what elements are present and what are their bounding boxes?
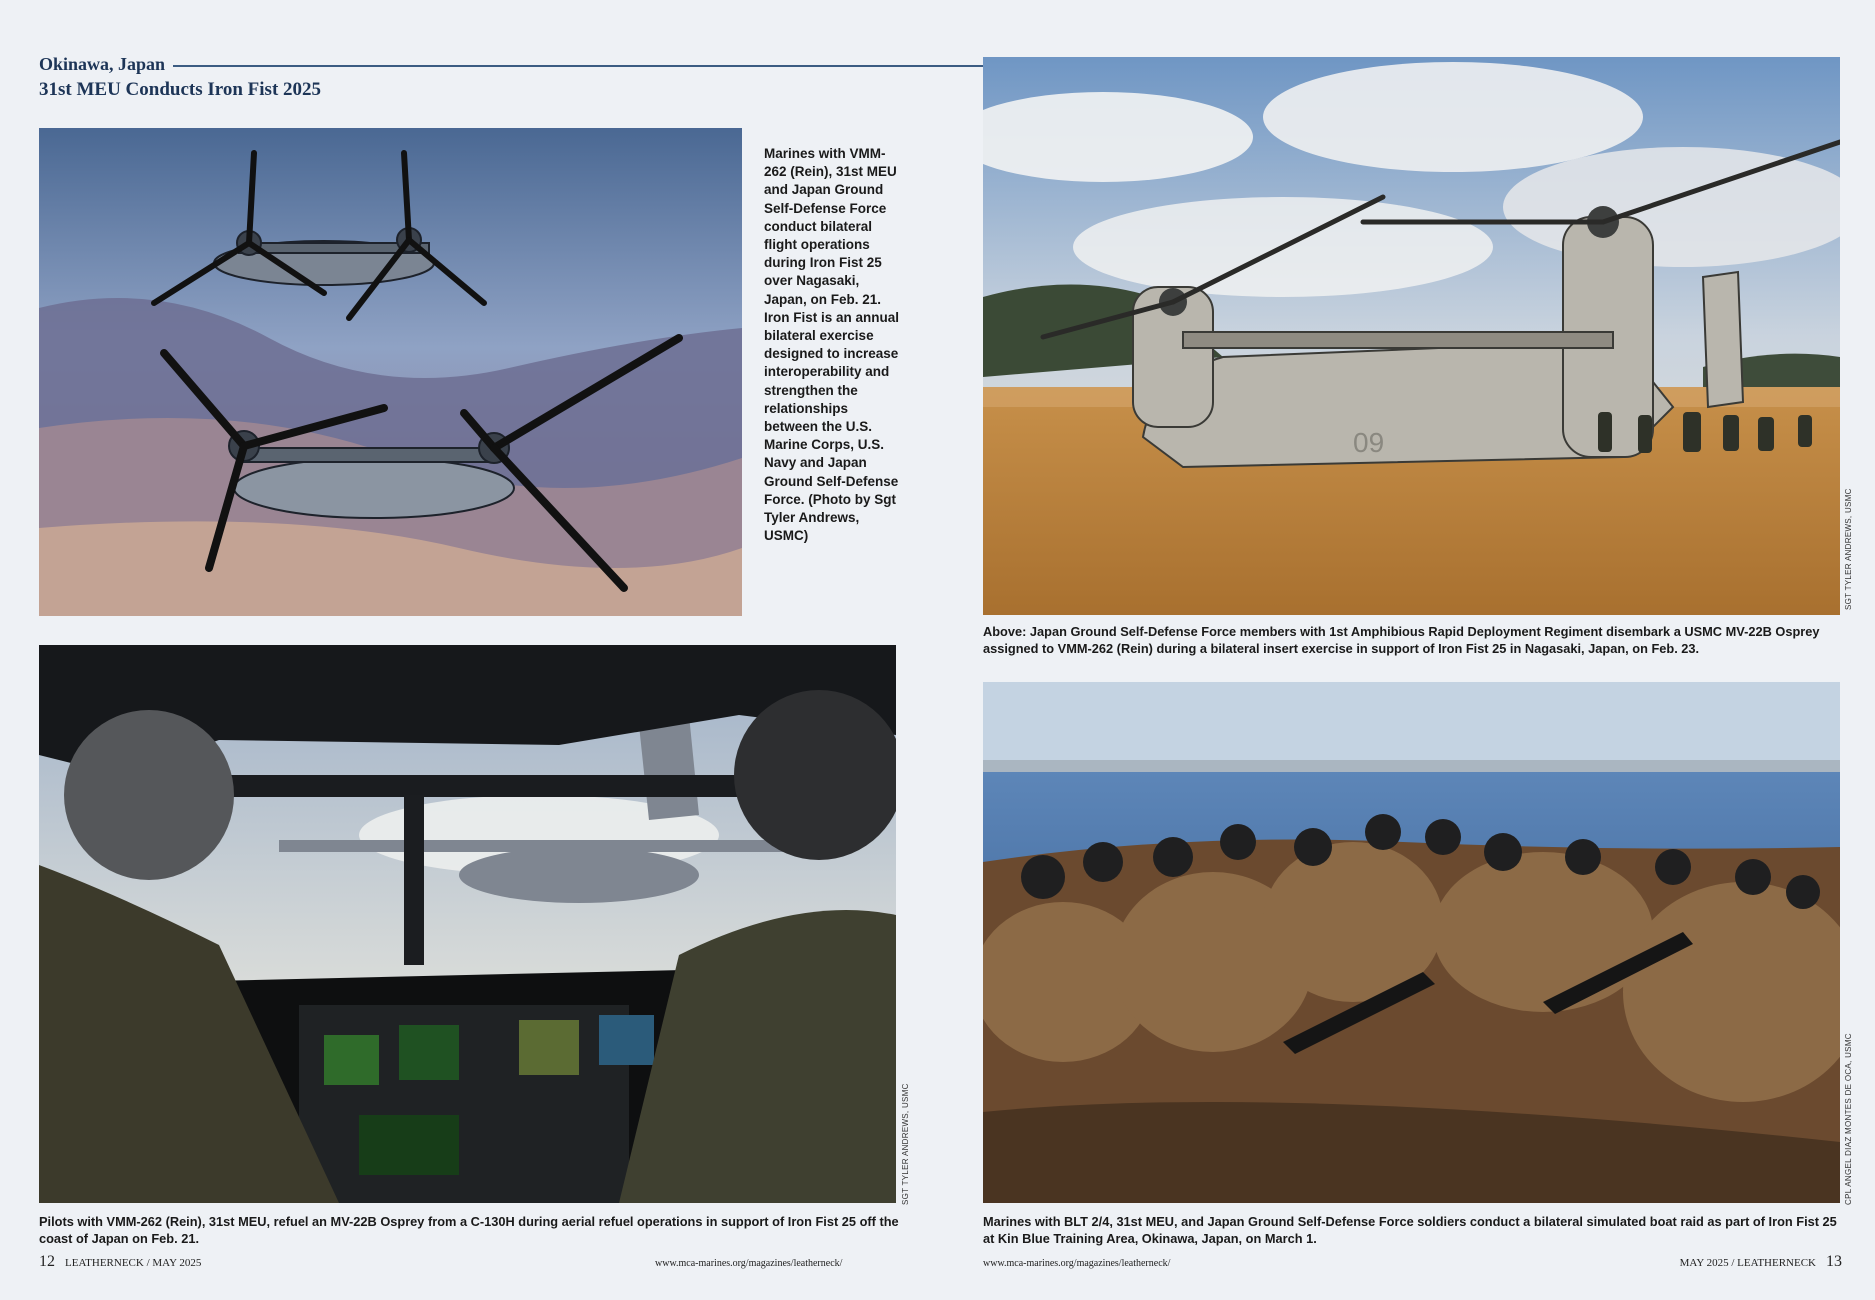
ospreys-caption: Marines with VMM-262 (Rein), 31st MEU and Japan Ground Self-Defense Force conduct bilateral flight operations during Iron Fist 25 over Nagasaki, Japan, on Feb. 21. Iron Fist is an annual bilateral exercise designed to increase interoperability and strengthen the relationships between the U.S. Marine Corps, U.S. Navy and Japan Ground Self-Defense Force. (Photo by Sgt Tyler Andrews, USMC)	[764, 146, 900, 544]
left-magazine-line: LEATHERNECK / MAY 2025	[65, 1257, 202, 1269]
left-page-folio	[39, 1253, 201, 1271]
right-magazine-line: MAY 2025 / LEATHERNECK	[1679, 1257, 1816, 1269]
header-rule	[173, 65, 989, 67]
photo-boat-raid	[983, 682, 1840, 1203]
right-page-number: 13	[1826, 1253, 1842, 1270]
boatraid-caption: Marines with BLT 2/4, 31st MEU, and Japan Ground Self-Defense Force soldiers conduct a bilateral simulated boat raid as part of Iron Fist 25 at Kin Blue Training Area, Okinawa, Japan, on March 1.	[983, 1214, 1837, 1246]
photo-osprey-landing-zone	[983, 57, 1840, 615]
right-website-url[interactable]: www.mca-marines.org/magazines/leatherneck/	[983, 1258, 1171, 1269]
right-page-folio	[1680, 1253, 1842, 1271]
kicker-text: Okinawa, Japan	[39, 54, 166, 74]
location-kicker	[39, 54, 989, 75]
article-header	[39, 54, 989, 101]
landing-caption: Above: Japan Ground Self-Defense Force members with 1st Amphibious Rapid Deployment Regiment disembark a USMC MV-22B Osprey assigned to VMM-262 (Rein) during a bilateral insert exercise in support of Iron Fist 25 in Nagasaki, Japan, on Feb. 23.	[983, 624, 1820, 656]
left-page-number: 12	[39, 1253, 55, 1270]
aircraft-number: 09	[1353, 427, 1385, 458]
photo-ospreys-in-flight	[39, 128, 742, 616]
landing-photo-credit: SGT TYLER ANDREWS, USMC	[1844, 488, 1853, 610]
left-website-url[interactable]: www.mca-marines.org/magazines/leatherneck/	[655, 1258, 843, 1269]
cockpit-caption: Pilots with VMM-262 (Rein), 31st MEU, refuel an MV-22B Osprey from a C-130H during aerial refuel operations in support of Iron Fist 25 off the coast of Japan on Feb. 21.	[39, 1214, 899, 1246]
article-headline: 31st MEU Conducts Iron Fist 2025	[39, 79, 322, 100]
photo-cockpit-aerial-refuel	[39, 645, 896, 1203]
cockpit-photo-credit: SGT TYLER ANDREWS, USMC	[901, 1083, 910, 1205]
boatraid-photo-credit: CPL ANGEL DIAZ MONTES DE OCA, USMC	[1844, 1033, 1853, 1205]
